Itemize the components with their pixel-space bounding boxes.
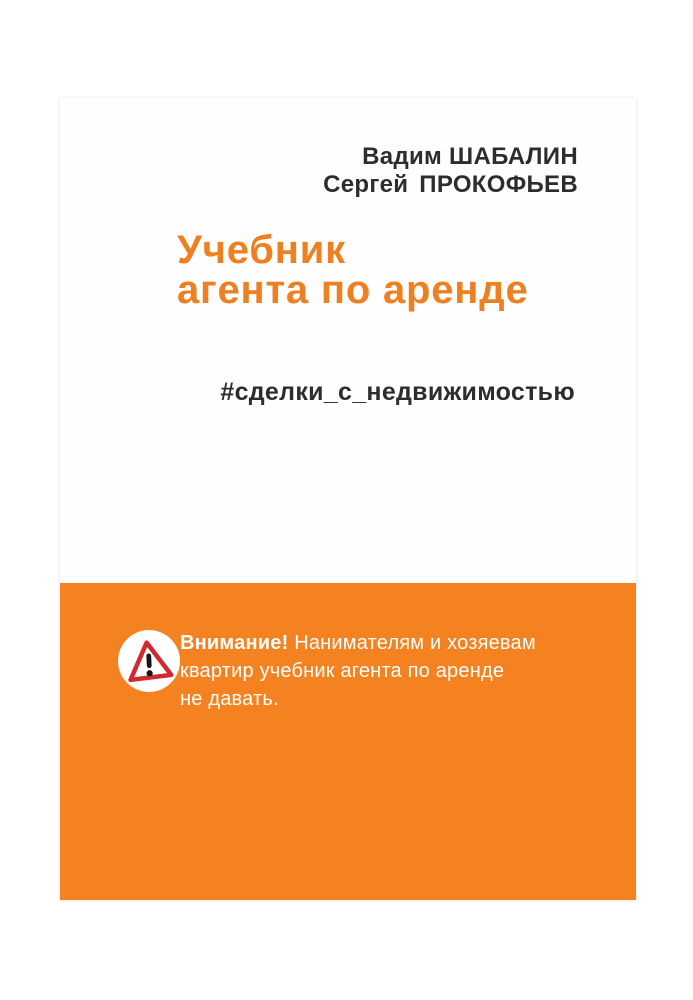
- authors-block: [323, 143, 578, 199]
- warning-line: квартир учебник агента по аренде: [180, 660, 505, 682]
- warning-triangle-icon: [117, 629, 181, 693]
- book-title: [177, 230, 529, 310]
- warning-lead: Внимание!: [180, 632, 289, 654]
- warning-line: не давать.: [180, 688, 279, 710]
- author-name: Сергей ПРОКОФЬЕВ: [323, 171, 578, 198]
- book-title-line: агента по аренде: [177, 268, 529, 312]
- warning-line1-rest: Нанимателям и хозяевам: [288, 632, 536, 654]
- warning-band: [60, 583, 636, 900]
- author-name: Вадим ШАБАЛИН: [362, 143, 578, 170]
- book-title-line: Учебник: [177, 228, 346, 272]
- book-cover: [60, 98, 636, 900]
- warning-text: [180, 629, 600, 713]
- hashtag-text: #сделки_с_недвижимостью: [220, 378, 575, 406]
- warning-line: [180, 629, 600, 657]
